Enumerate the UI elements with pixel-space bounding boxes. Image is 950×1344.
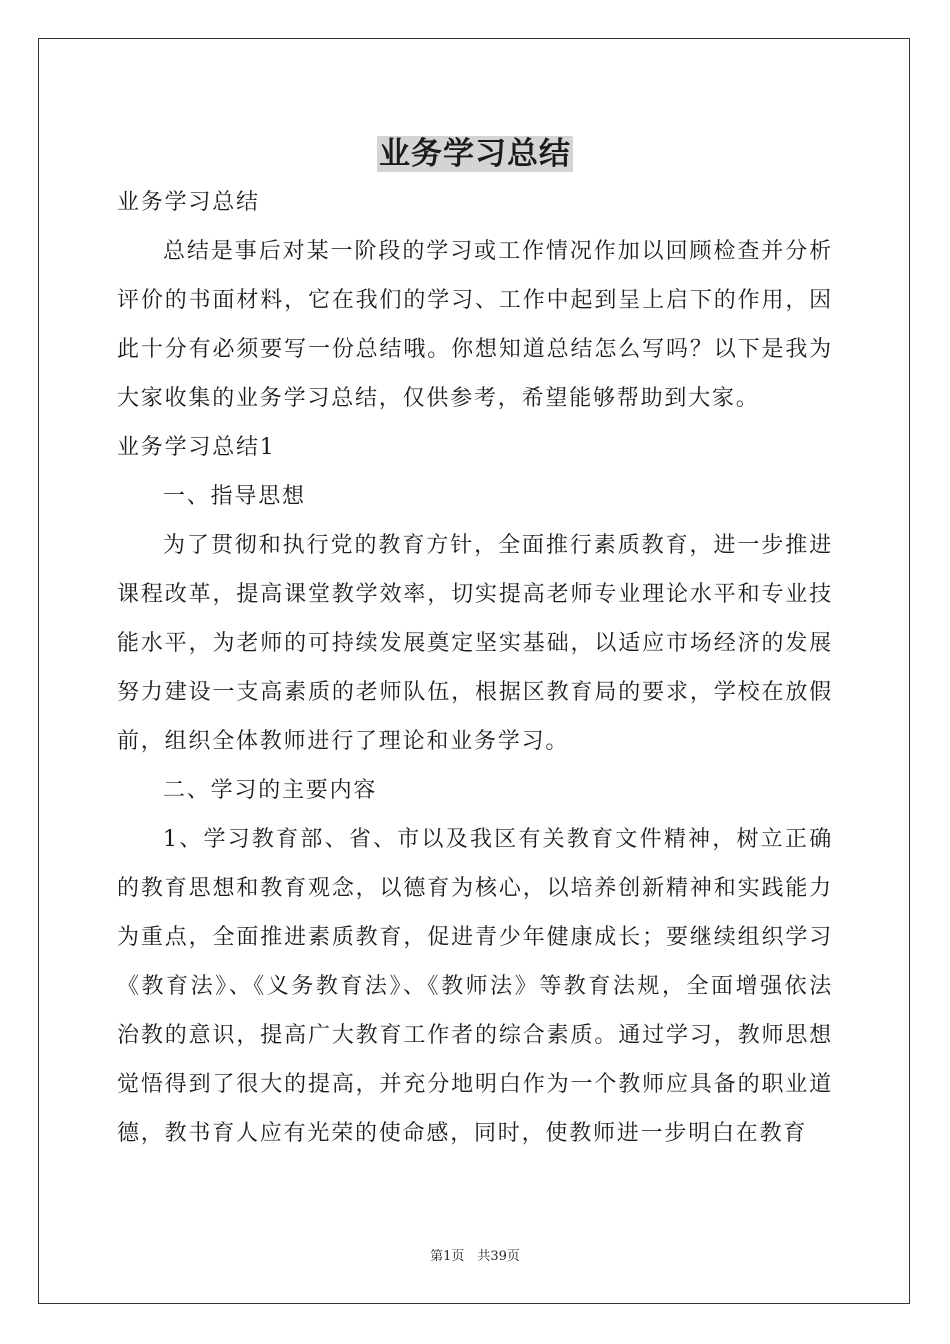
document-body	[117, 178, 833, 1158]
document-title	[0, 128, 950, 173]
body-paragraph: 1、学习教育部、省、市以及我区有关教育文件精神，树立正确的教育思想和教育观念，以德育为核心，以培养创新精神和实践能力为重点，全面推进素质教育，促进青少年健康成长；要继续组织学习《教育法》、《义务教育法》、《教师法》等教育法规，全面增强依法治教的意识，提高广大教育工作者的综合素质。通过学习，教师思想觉悟得到了很大的提高，并充分地明白作为一个教师应具备的职业道德，教书育人应有光荣的使命感，同时，使教师进一步明白在教育	[117, 827, 833, 1146]
intro-paragraph: 总结是事后对某一阶段的学习或工作情况作加以回顾检查并分析评价的书面材料，它在我们的学习、工作中起到呈上启下的作用，因此十分有必须要写一份总结哦。你想知道总结怎么写吗？以下是我为大家收集的业务学习总结，仅供参考，希望能够帮助到大家。	[117, 239, 833, 411]
subheading-guiding-thought: 一、指导思想	[163, 484, 306, 509]
document-title-text: 业务学习总结	[379, 136, 571, 172]
subtitle-paragraph: 业务学习总结	[117, 190, 260, 215]
subheading-main-content: 二、学习的主要内容	[163, 778, 378, 803]
section-heading: 业务学习总结1	[117, 435, 276, 460]
body-paragraph: 为了贯彻和执行党的教育方针，全面推行素质教育，进一步推进课程改革，提高课堂教学效率，切实提高老师专业理论水平和专业技能水平，为老师的可持续发展奠定坚实基础，以适应市场经济的发展努力建设一支高素质的老师队伍，根据区教育局的要求，学校在放假前，组织全体教师进行了理论和业务学习。	[117, 533, 833, 754]
page-number-footer: 第1页 共39页	[430, 1249, 520, 1264]
